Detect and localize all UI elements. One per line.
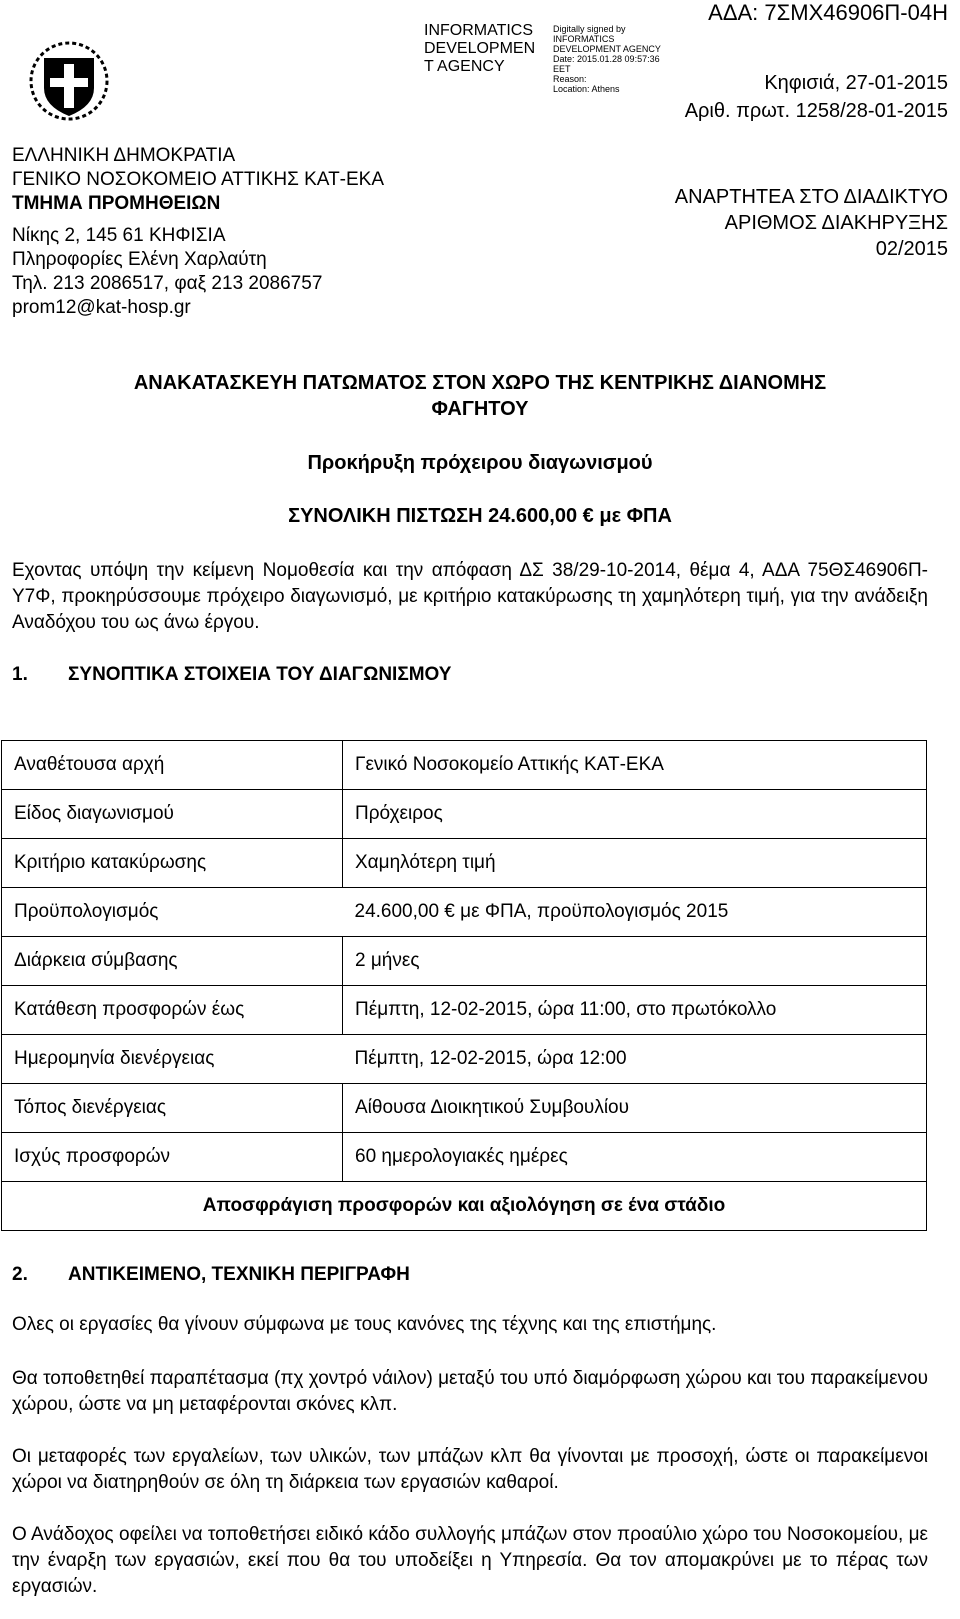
row-value: Γενικό Νοσοκομείο Αττικής ΚΑΤ-ΕΚΑ [343,741,927,790]
country-name: ΕΛΛΗΝΙΚΗ ΔΗΜΟΚΡΑΤΙΑ [12,145,236,166]
email: prom12@kat-hosp.gr [12,297,191,318]
row-label: Διάρκεια σύμβασης [2,937,343,986]
row-label: Είδος διαγωνισμού [2,790,343,839]
place-date: Κηφισιά, 27-01-2015 [764,72,948,94]
sender-block [12,144,384,320]
row-value: Χαμηλότερη τιμή [343,839,927,888]
department-name: ΤΜΗΜΑ ΠΡΟΜΗΘΕΙΩΝ [12,193,221,214]
notice-label: ΑΡΙΘΜΟΣ ΔΙΑΚΗΡΥΞΗΣ [724,212,948,234]
section-2-heading [12,1264,410,1286]
row-value: Πέμπτη, 12-02-2015, ώρα 11:00, στο πρωτόκολλο [343,986,927,1035]
section-title: ΣΥΝΟΠΤΙΚΑ ΣΤΟΙΧΕΙΑ ΤΟΥ ΔΙΑΓΩΝΙΣΜΟΥ [68,664,452,685]
state-emblem-icon [28,40,110,122]
posting-note: ΑΝΑΡΤΗΤΕΑ ΣΤΟ ΔΙΑΔΙΚΤΥΟ [674,186,948,208]
tender-summary-table [1,740,927,1231]
document-subtitle: Προκήρυξη πρόχειρου διαγωνισμού [307,452,653,474]
row-label: Αναθέτουσα αρχή [2,741,343,790]
document-title-line2: ΦΑΓΗΤΟΥ [431,398,529,420]
notice-number: 02/2015 [875,238,948,260]
row-label: Προϋπολογισμός [2,888,343,937]
row-value: Πρόχειρος [343,790,927,839]
signer-name: INFORMATICS DEVELOPMEN T AGENCY [424,22,536,75]
contact-person: Πληροφορίες Ελένη Χαρλαύτη [12,249,267,270]
row-value: 24.600,00 € με ΦΠΑ, προϋπολογισμός 2015 [343,888,927,937]
row-label: Ημερομηνία διενέργειας [2,1035,343,1084]
protocol-number: Αριθ. πρωτ. 1258/28-01-2015 [684,100,948,122]
section-number: 1. [12,664,28,685]
paragraph: Ολες οι εργασίες θα γίνουν σύμφωνα με τους κανόνες της τέχνης και της επιστήμης. [12,1314,717,1335]
digital-signature-details: Digitally signed by INFORMATICS DEVELOPMENT AGENCY Date: 2015.01.28 09:57:36 EET Reason: Location: Athens [553,24,661,94]
address: Νίκης 2, 145 61 ΚΗΦΙΣΙΑ [12,225,226,246]
row-value: Αίθουσα Διοικητικού Συμβουλίου [343,1084,927,1133]
intro-paragraph: Εχοντας υπόψη την κείμενη Νομοθεσία και την απόφαση ΔΣ 38/29-10-2014, θέμα 4, ΑΔΑ 75ΘΣ46906Π-Υ7Φ, προκηρύσσουμε πρόχειρο διαγωνισμό, με κριτήριο κατακύρωσης τη χαμηλότερη τιμή, για την ανάδειξη Αναδόχου του ως άνω έργου. [12,560,928,633]
section-title: ΑΝΤΙΚΕΙΜΕΝΟ, ΤΕΧΝΙΚΗ ΠΕΡΙΓΡΑΦΗ [68,1264,410,1285]
row-label: Τόπος διενέργειας [2,1084,343,1133]
hospital-name: ΓΕΝΙΚΟ ΝΟΣΟΚΟΜΕΙΟ ΑΤΤΙΚΗΣ ΚΑΤ-ΕΚΑ [12,169,385,190]
row-label: Κατάθεση προσφορών έως [2,986,343,1035]
ada-code: ΑΔΑ: 7ΣΜΧ46906Π-04Η [708,0,948,25]
row-label: Ισχύς προσφορών [2,1133,343,1182]
table-footer: Αποσφράγιση προσφορών και αξιολόγηση σε ένα στάδιο [2,1182,927,1231]
row-value: Πέμπτη, 12-02-2015, ώρα 12:00 [343,1035,927,1084]
paragraph: Θα τοποθετηθεί παραπέτασμα (πχ χοντρό νάιλον) μεταξύ του υπό διαμόρφωση χώρου και του παρακείμενου χώρου, ώστε να μη μεταφέρονται σκόνες κλπ. [12,1368,928,1415]
row-label: Κριτήριο κατακύρωσης [2,839,343,888]
row-value: 2 μήνες [343,937,927,986]
total-credit: ΣΥΝΟΛΙΚΗ ΠΙΣΤΩΣΗ 24.600,00 € με ΦΠΑ [288,505,672,527]
document-title-line1: ΑΝΑΚΑΤΑΣΚΕΥΗ ΠΑΤΩΜΑΤΟΣ ΣΤΟΝ ΧΩΡΟ ΤΗΣ ΚΕΝΤΡΙΚΗΣ ΔΙΑΝΟΜΗΣ [133,372,827,394]
paragraph: Ο Ανάδοχος οφείλει να τοποθετήσει ειδικό κάδο συλλογής μπάζων στον προαύλιο χώρο του Νοσοκομείου, με την έναρξη των εργασιών, εκεί που θα του υποδείξει η Υπηρεσία. Θα τον απομακρύνει με το πέρας των εργασιών. [12,1524,928,1597]
phone-fax: Τηλ. 213 2086517, φαξ 213 2086757 [12,273,323,294]
paragraph: Οι μεταφορές των εργαλείων, των υλικών, των μπάζων κλπ θα γίνονται με προσοχή, ώστε οι παρακείμενοι χώροι να διατηρηθούν σε όλη τη διάρκεια των εργασιών καθαροί. [12,1446,928,1493]
section-number: 2. [12,1264,28,1285]
row-value: 60 ημερολογιακές ημέρες [343,1133,927,1182]
section-1-heading [12,664,451,686]
